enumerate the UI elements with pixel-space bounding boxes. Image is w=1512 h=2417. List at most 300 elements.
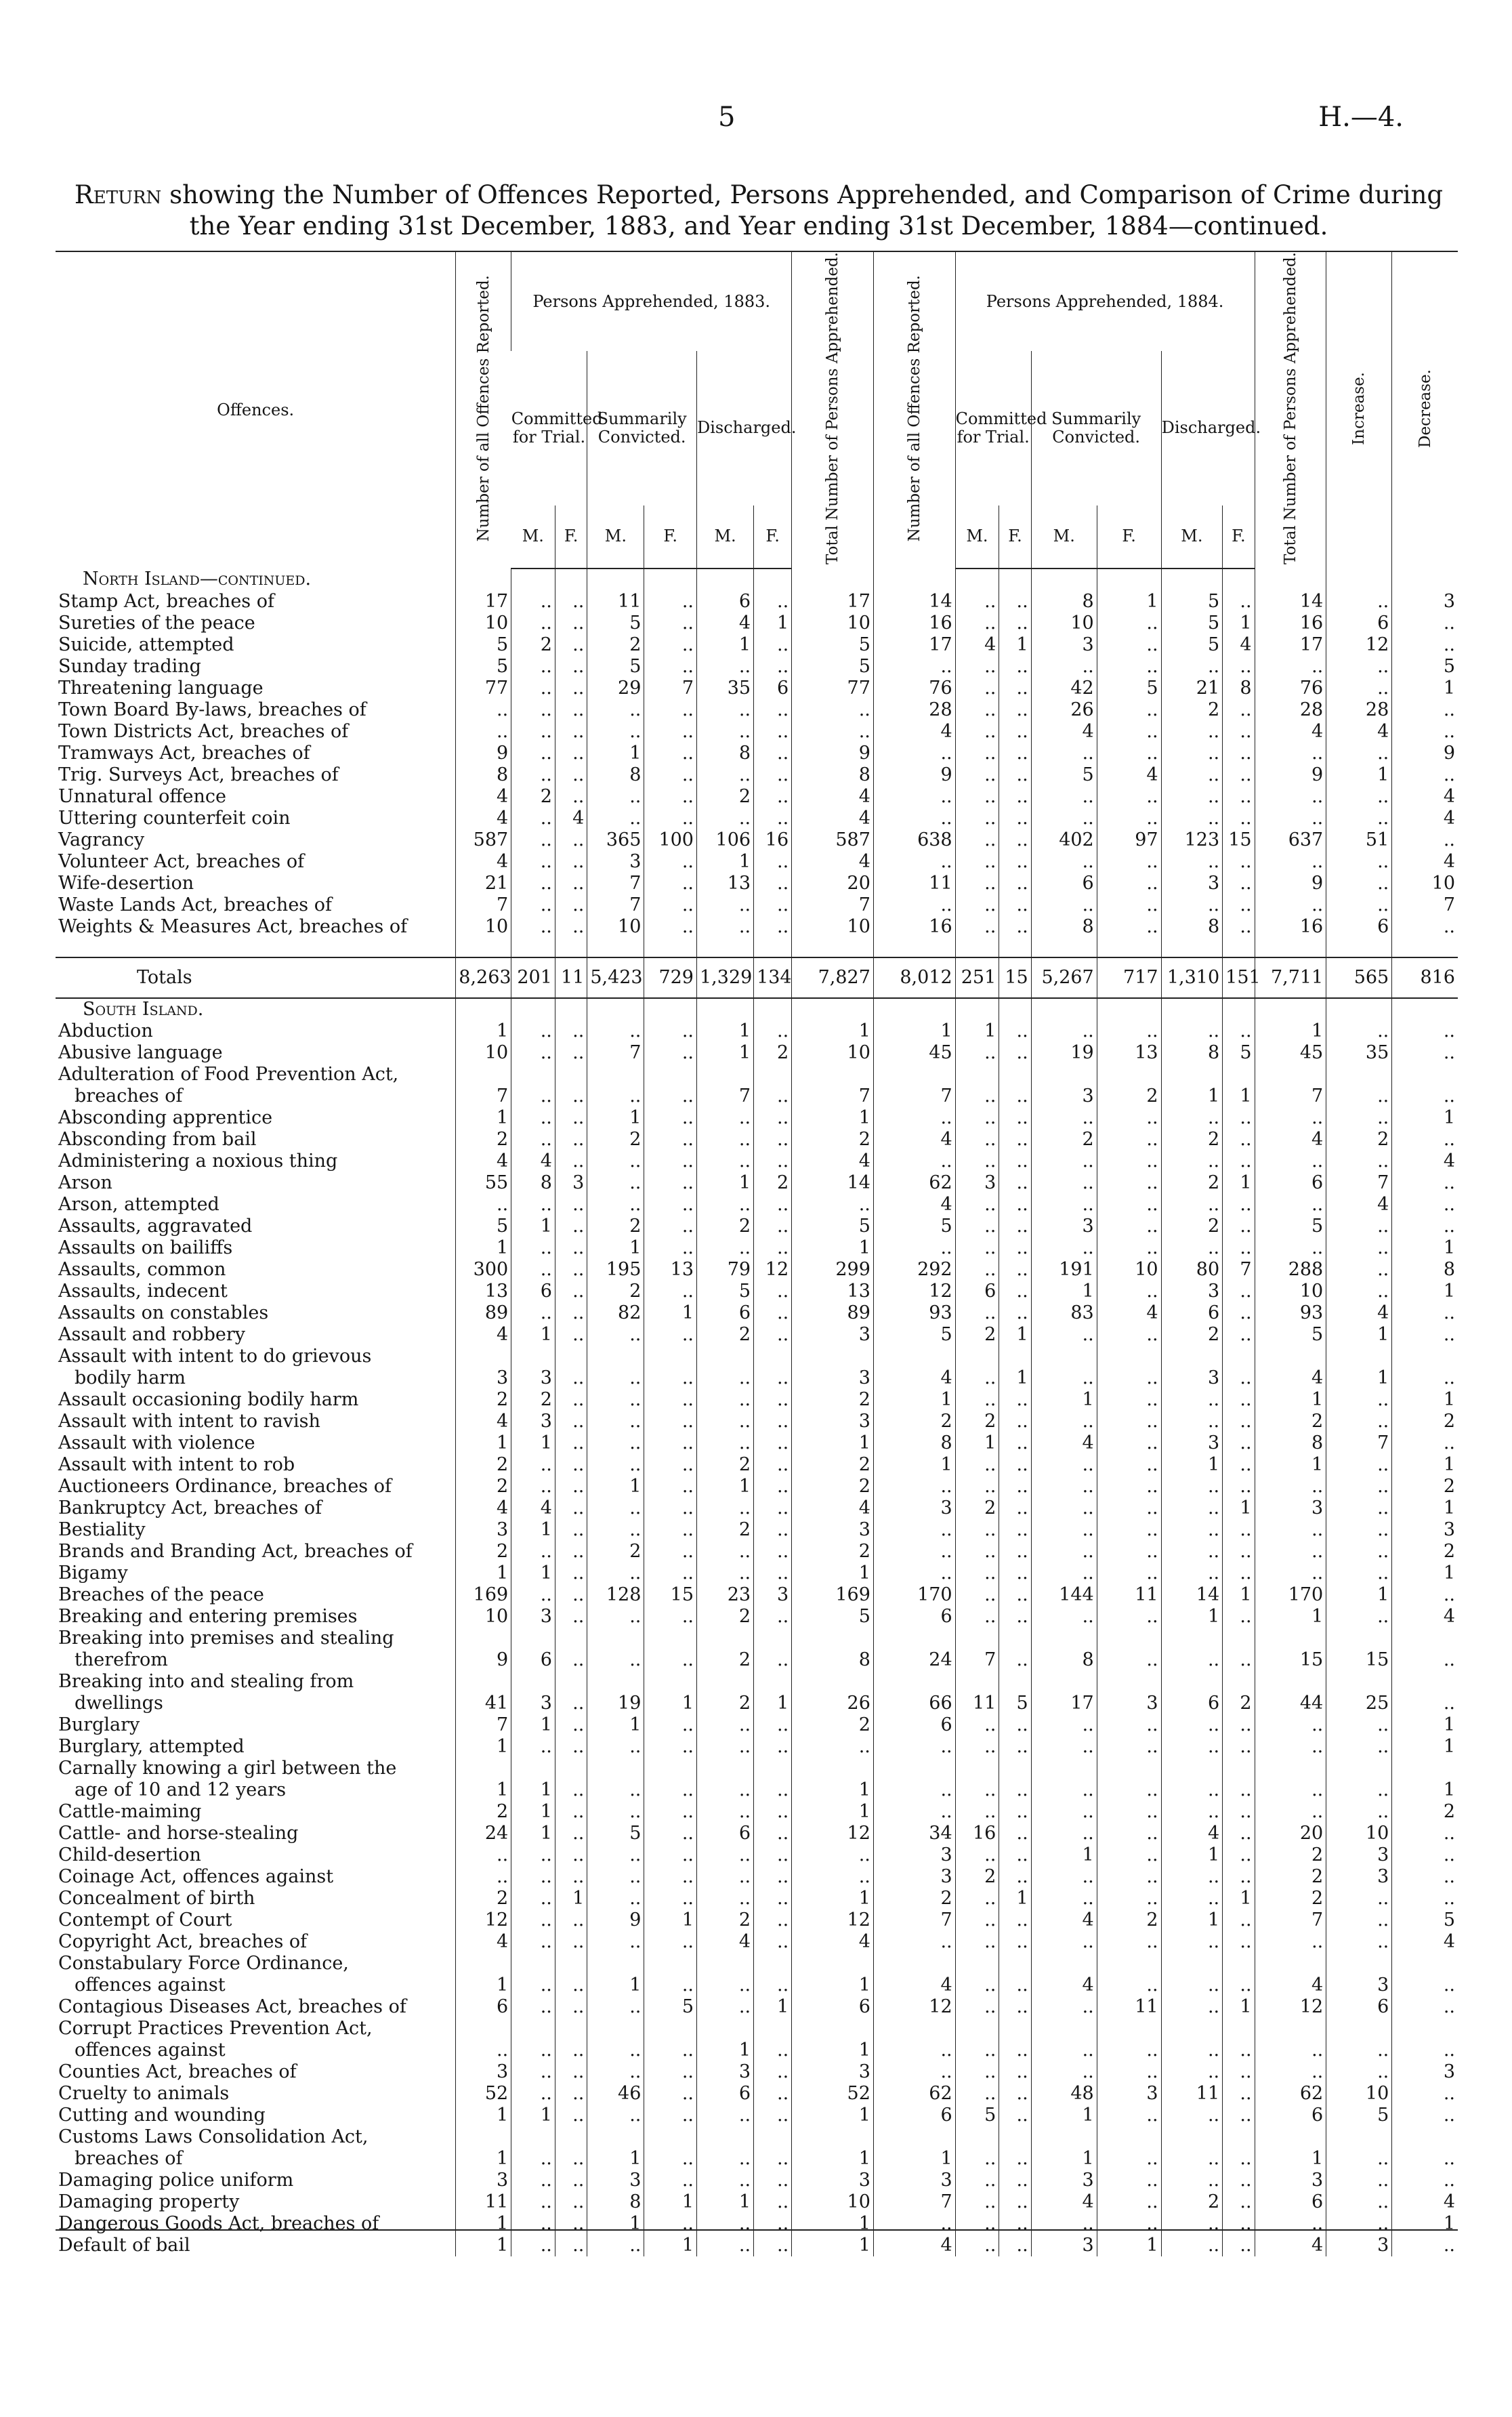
table-cell: .. [1223,1151,1255,1172]
table-cell: .. [1097,1801,1161,1823]
table-cell [792,2126,874,2148]
table-row [56,1129,1458,1151]
table-cell: .. [999,916,1031,938]
table-cell: 4 [1392,1606,1458,1628]
table-cell: .. [754,1216,792,1237]
table-cell: .. [1097,1151,1161,1172]
table-cell: .. [511,808,555,829]
table-cell: 6 [697,1823,754,1844]
table-cell: 6 [1255,1172,1326,1194]
table-cell: .. [1223,1129,1255,1151]
table-cell: 729 [644,957,697,998]
table-cell [1255,1346,1326,1367]
table-cell: .. [555,1693,587,1714]
table-cell: 8 [873,1432,955,1454]
table-cell: 10 [1326,1823,1392,1844]
table-cell: .. [1326,851,1392,873]
table-cell [1223,1758,1255,1779]
table-cell: .. [754,1020,792,1042]
table-cell: 6 [1161,1693,1223,1714]
table-cell: .. [1326,678,1392,699]
table-cell: .. [955,1042,999,1064]
table-cell [697,2018,754,2040]
table-cell: .. [1223,1107,1255,1129]
table-cell: .. [1161,743,1223,764]
table-cell: 4 [1161,1823,1223,1844]
table-cell: .. [955,743,999,764]
increase-header: Increase. [1326,251,1392,569]
table-cell: .. [1097,1866,1161,1888]
table-cell: .. [1031,1736,1097,1758]
table-cell: 3 [456,2170,511,2191]
apprehended-1884-header: Persons Apprehended, 1884. [955,251,1255,351]
table-cell: .. [955,2061,999,2083]
table-cell: .. [754,764,792,786]
table-cell: .. [511,2148,555,2170]
table-cell: .. [955,2191,999,2213]
reported-1883-header: Number of all Offences Reported. [456,251,511,569]
table-cell: 83 [1031,1302,1097,1324]
table-cell: 5 [1161,591,1223,613]
table-cell: 4 [1255,2235,1326,2256]
table-cell: .. [555,1042,587,1064]
table-cell: 5 [587,1823,644,1844]
table-cell: .. [999,2061,1031,2083]
table-cell: 3 [511,1367,555,1389]
table-cell: 1 [1255,2148,1326,2170]
table-row [56,1151,1458,1172]
table-cell [754,1064,792,1086]
table-cell: 8 [1031,916,1097,938]
table-cell: 5 [873,1216,955,1237]
table-cell: .. [1326,1497,1392,1519]
table-cell: .. [644,1389,697,1411]
table-cell: 62 [873,2083,955,2105]
table-cell: .. [754,2191,792,2213]
offence-name: Vagrancy [58,829,145,850]
offence-name: Damaging property [58,2191,240,2212]
table-cell: .. [955,1996,999,2018]
table-cell: .. [555,2105,587,2126]
table-cell: 17 [456,591,511,613]
table-cell: .. [754,1367,792,1389]
table-row [56,1714,1458,1736]
table-cell [456,1628,511,1649]
table-cell: .. [754,1888,792,1909]
table-cell: 8 [1031,591,1097,613]
table-cell: 16 [1255,916,1326,938]
table-cell: .. [697,1801,754,1823]
table-cell: .. [1223,808,1255,829]
table-cell: .. [955,1801,999,1823]
table-cell: .. [1326,1107,1392,1129]
table-cell: .. [1161,2148,1223,2170]
table-cell [999,2126,1031,2148]
offence-name: Cattle- and horse-stealing [58,1822,299,1844]
table-cell [697,1628,754,1649]
table-cell: .. [555,1563,587,1584]
table-cell: 29 [587,678,644,699]
table-cell: 3 [1031,1086,1097,1107]
table-cell [511,998,555,1020]
table-cell: 4 [1326,1302,1392,1324]
table-cell: .. [1255,786,1326,808]
table-cell: .. [1097,1844,1161,1866]
table-cell: 2 [955,1411,999,1432]
table-cell: 2 [697,786,754,808]
page-number: 5 [718,102,736,133]
table-cell: .. [1392,2235,1458,2256]
table-cell: .. [1255,743,1326,764]
table-cell: .. [555,2148,587,2170]
table-cell: 11 [587,591,644,613]
table-cell: 13 [1097,1042,1161,1064]
table-cell: .. [511,1107,555,1129]
table-cell: 5 [1392,1909,1458,1931]
table-cell: 300 [456,1259,511,1281]
table-cell: 9 [456,1649,511,1671]
table-cell: .. [1326,1281,1392,1302]
table-cell [999,1628,1031,1649]
table-cell: 4 [456,1931,511,1953]
table-cell: .. [999,1194,1031,1216]
table-cell: 4 [456,808,511,829]
table-cell: .. [1223,721,1255,743]
table-cell: 6 [754,678,792,699]
offence-name: Contagious Diseases Act, breaches of [58,1996,406,2017]
table-cell: .. [644,1454,697,1476]
table-cell: .. [587,1866,644,1888]
offence-name: Cutting and wounding [58,2104,266,2126]
table-cell: 3 [873,1497,955,1519]
table-cell: .. [1223,1519,1255,1541]
table-cell: 12 [754,1259,792,1281]
table-cell: .. [511,2191,555,2213]
table-cell: .. [1255,1541,1326,1563]
table-cell: .. [511,1584,555,1606]
table-cell: .. [1326,1086,1392,1107]
table-cell: .. [754,916,792,938]
table-cell: .. [754,1801,792,1823]
table-cell: .. [555,1302,587,1324]
table-cell: .. [754,1151,792,1172]
table-cell: 6 [1161,1302,1223,1324]
offence-name: Administering a noxious thing [58,1150,338,1172]
table-cell [644,1346,697,1367]
table-cell: 251 [955,957,999,998]
offence-name: Sureties of the peace [58,612,255,634]
table-cell: .. [1161,1411,1223,1432]
table-cell [1255,2018,1326,2040]
table-cell: .. [999,1432,1031,1454]
table-cell: .. [754,786,792,808]
table-cell: .. [1223,1541,1255,1563]
table-cell: .. [644,1888,697,1909]
table-cell [792,1758,874,1779]
table-cell: .. [555,613,587,634]
table-cell [1223,569,1255,591]
table-cell: .. [644,1736,697,1758]
table-cell [587,1628,644,1649]
table-cell: 3 [456,1519,511,1541]
table-cell: .. [511,1259,555,1281]
table-cell: 7 [644,678,697,699]
table-cell: .. [792,1844,874,1866]
table-cell: .. [555,1020,587,1042]
table-cell [999,1064,1031,1086]
table-cell [1097,569,1161,591]
table-cell: .. [1223,2083,1255,2105]
table-cell [873,2018,955,2040]
table-cell: .. [644,2040,697,2061]
table-row [56,2040,1458,2061]
table-cell: 15 [1326,1649,1392,1671]
table-cell: .. [1223,1931,1255,1953]
committed-1884-header: Committed for Trial. [955,351,1031,505]
table-cell: .. [955,894,999,916]
table-cell: .. [1097,1649,1161,1671]
decrease-header: Decrease. [1392,251,1458,569]
table-cell [1031,1628,1097,1649]
offence-name: Assaults, indecent [58,1280,228,1302]
table-cell: .. [1097,1497,1161,1519]
table-cell: .. [555,1237,587,1259]
table-cell [644,1628,697,1649]
table-cell: 16 [1255,613,1326,634]
table-row [56,1736,1458,1758]
table-cell: .. [955,613,999,634]
table-row [56,1194,1458,1216]
table-cell: .. [955,851,999,873]
table-cell: 2 [697,1649,754,1671]
table-cell: 3 [456,2061,511,2083]
table-cell: .. [587,1844,644,1866]
offence-name: Assault and robbery [58,1323,245,1345]
table-cell: .. [955,916,999,938]
table-cell: 7 [456,1086,511,1107]
table-cell: .. [754,743,792,764]
table-cell: .. [955,1541,999,1563]
table-row [56,1823,1458,1844]
table-cell: 80 [1161,1259,1223,1281]
table-cell: 5 [792,1606,874,1628]
table-cell: .. [955,699,999,721]
table-cell: .. [754,1454,792,1476]
table-cell: .. [1031,851,1097,873]
table-cell: .. [754,851,792,873]
table-cell: .. [697,1129,754,1151]
table-cell: .. [644,1844,697,1866]
table-cell: .. [555,1519,587,1541]
table-cell: .. [754,1736,792,1758]
table-cell: .. [644,2148,697,2170]
table-cell [1255,569,1326,591]
table-cell [511,1758,555,1779]
table-cell: 4 [1392,786,1458,808]
table-row [56,1064,1458,1086]
table-row [56,1931,1458,1953]
table-cell: .. [1326,1541,1392,1563]
table-cell: 1 [1223,1172,1255,1194]
table-cell: .. [999,656,1031,678]
table-cell [1097,1346,1161,1367]
table-cell: 1 [644,1302,697,1324]
table-cell: .. [1161,721,1223,743]
table-cell: 3 [1326,1844,1392,1866]
table-cell: 1 [587,1107,644,1129]
table-cell: .. [754,1302,792,1324]
table-cell: 44 [1255,1693,1326,1714]
table-cell: 1 [644,2235,697,2256]
table-cell: .. [955,1519,999,1541]
table-cell: .. [644,1476,697,1497]
table-cell [511,1064,555,1086]
table-cell: .. [644,2061,697,2083]
table-cell: 5 [587,613,644,634]
female-header: F. [999,505,1031,569]
male-header: M. [1161,505,1223,569]
table-cell: 10 [456,1042,511,1064]
table-cell: .. [999,1042,1031,1064]
table-cell: .. [1161,1649,1223,1671]
table-cell [1161,998,1223,1020]
table-cell: 46 [587,2083,644,2105]
table-cell: 1 [1223,1584,1255,1606]
table-cell: .. [511,829,555,851]
table-cell: .. [1097,2148,1161,2170]
table-cell: 1 [1326,1584,1392,1606]
table-cell: 8 [697,743,754,764]
table-cell: .. [1223,873,1255,894]
table-cell: .. [697,894,754,916]
offences-table [56,251,1458,2256]
table-cell: .. [555,786,587,808]
table-cell: 1 [456,1432,511,1454]
table-cell: .. [1223,1324,1255,1346]
table-cell: .. [644,786,697,808]
table-cell: 1 [999,1367,1031,1389]
table-cell: .. [999,678,1031,699]
table-cell: .. [955,1714,999,1736]
table-cell [511,1671,555,1693]
table-cell: .. [644,1151,697,1172]
table-cell: 3 [955,1172,999,1194]
table-cell: .. [697,1866,754,1888]
table-cell [999,2018,1031,2040]
table-cell: 3 [1326,2235,1392,2256]
table-cell [792,1346,874,1367]
table-cell: 1 [792,1779,874,1801]
table-cell: 10 [792,1042,874,1064]
table-cell: 20 [1255,1823,1326,1844]
table-cell: .. [754,894,792,916]
table-cell: 4 [511,1497,555,1519]
table-cell [511,1953,555,1975]
table-cell: .. [754,2235,792,2256]
offence-name: Waste Lands Act, breaches of [58,894,332,915]
table-cell: .. [587,1801,644,1823]
table-cell: .. [754,808,792,829]
table-cell [1097,1628,1161,1649]
table-row [56,699,1458,721]
table-cell: 1 [792,1563,874,1584]
table-cell: .. [456,699,511,721]
table-cell: 5 [1161,634,1223,656]
table-cell: 1 [873,1020,955,1042]
table-cell: .. [587,2235,644,2256]
table-cell: .. [1031,1714,1097,1736]
table-cell: 20 [792,873,874,894]
table-cell: .. [555,2040,587,2061]
table-cell: .. [1223,1302,1255,1324]
table-cell: .. [873,894,955,916]
table-row [56,1107,1458,1129]
table-cell: 93 [1255,1302,1326,1324]
table-cell: .. [873,851,955,873]
table-cell: .. [555,1259,587,1281]
table-cell: .. [1097,894,1161,916]
male-header: M. [511,505,555,569]
table-cell: .. [754,1541,792,1563]
table-cell: .. [754,2148,792,2170]
offence-name: Cattle-maiming [58,1800,202,1822]
table-cell: .. [1031,1476,1097,1497]
table-cell: .. [1161,764,1223,786]
table-cell: .. [644,2170,697,2191]
table-cell: 2 [456,1801,511,1823]
table-cell: .. [555,2213,587,2235]
table-cell: .. [1161,1779,1223,1801]
table-cell: 4 [1031,1909,1097,1931]
table-cell: 1 [555,1888,587,1909]
table-cell: .. [955,808,999,829]
table-row [56,764,1458,786]
table-cell: .. [955,1216,999,1237]
table-cell: 17 [792,591,874,613]
table-cell: 1 [792,2213,874,2235]
table-cell: .. [555,2061,587,2083]
table-cell: .. [1161,894,1223,916]
table-cell: 13 [456,1281,511,1302]
table-cell: 2 [456,1888,511,1909]
table-cell: .. [1097,1129,1161,1151]
table-cell: 1 [1255,1020,1326,1042]
table-cell: .. [697,1411,754,1432]
table-row [56,1975,1458,1996]
table-cell: 42 [1031,678,1097,699]
table-cell: .. [999,1411,1031,1432]
table-cell: 3 [511,1411,555,1432]
table-cell: .. [555,1389,587,1411]
table-cell [456,1758,511,1779]
table-cell: .. [999,1020,1031,1042]
table-cell: .. [1031,1172,1097,1194]
table-cell [754,1628,792,1649]
table-cell [792,1064,874,1086]
table-cell: 5 [644,1996,697,2018]
table-cell: .. [754,1129,792,1151]
table-cell: 5 [792,656,874,678]
female-header: F. [644,505,697,569]
table-cell: .. [754,1866,792,1888]
table-cell: 4 [1326,721,1392,743]
table-cell [1392,1953,1458,1975]
table-cell: 3 [792,2061,874,2083]
table-cell: .. [555,656,587,678]
table-cell: 2 [1326,1129,1392,1151]
table-cell: .. [1326,743,1392,764]
table-cell: .. [754,1107,792,1129]
